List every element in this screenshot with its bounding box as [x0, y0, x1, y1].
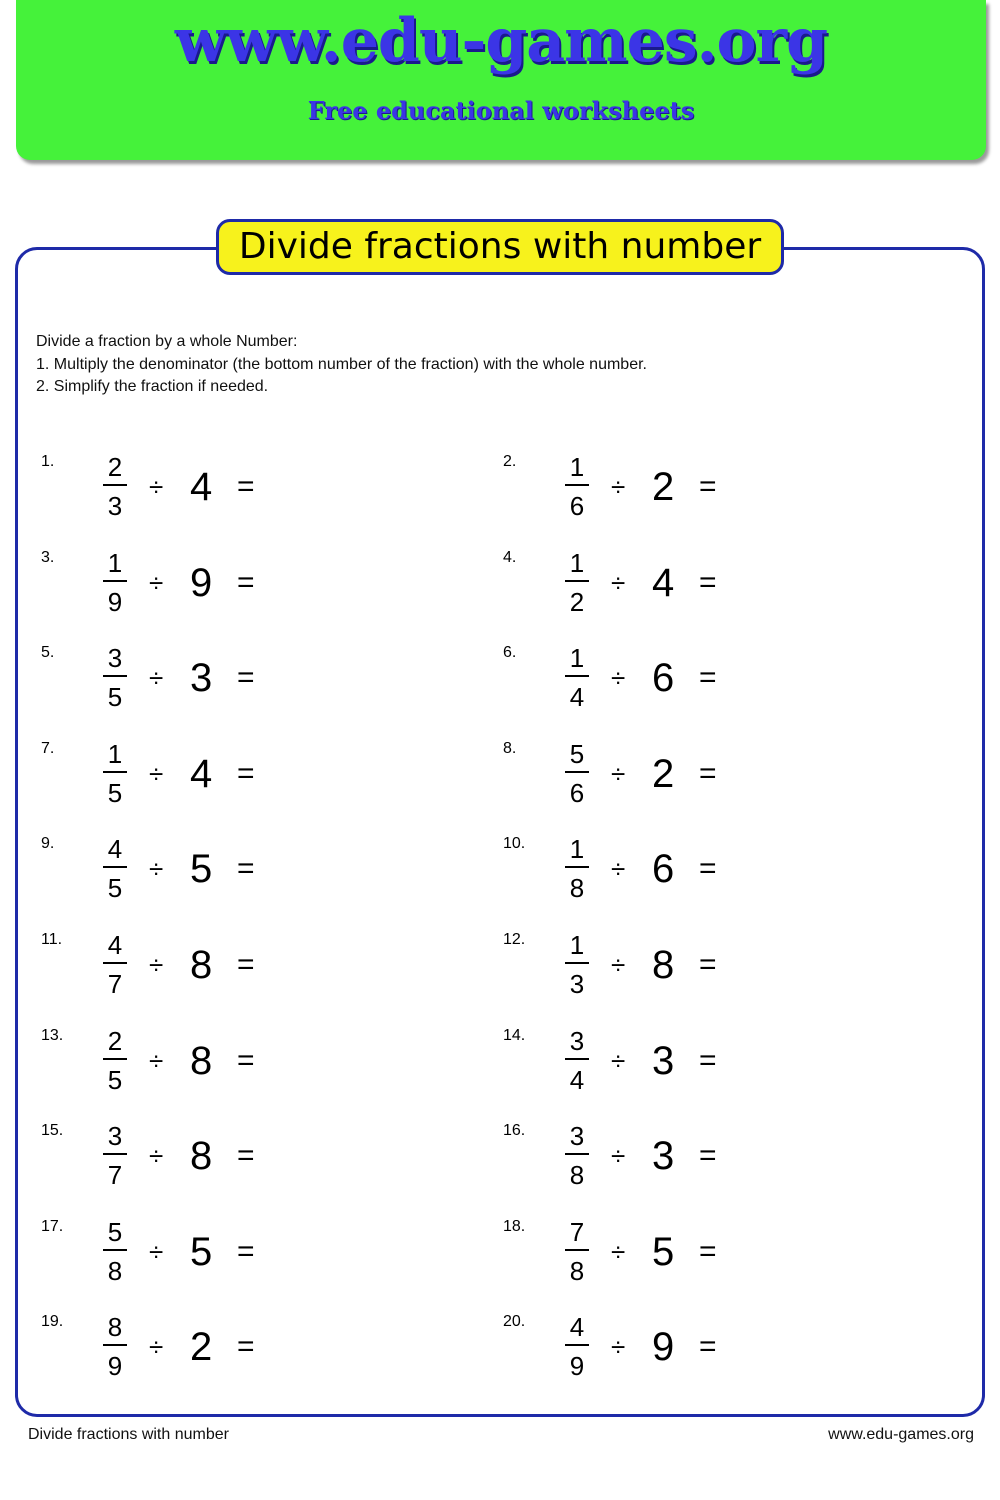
denominator: 8 [569, 1255, 585, 1286]
divide-symbol: ÷ [149, 567, 164, 598]
numerator: 5 [565, 740, 589, 773]
divide-symbol: ÷ [611, 854, 626, 885]
numerator: 1 [103, 549, 127, 582]
fraction [103, 453, 127, 520]
problem-item [503, 923, 903, 1003]
equals-sign: = [699, 470, 717, 503]
site-title: www.edu-games.org [174, 6, 828, 76]
fraction [565, 740, 589, 807]
footer-title: Divide fractions with number [28, 1426, 229, 1443]
denominator: 9 [107, 1351, 123, 1382]
problem-item [503, 1305, 903, 1385]
equals-sign: = [237, 852, 255, 886]
problem-item [41, 636, 441, 716]
divide-symbol: ÷ [149, 1141, 164, 1172]
fraction [103, 644, 127, 711]
instruction-line: 2. Simplify the fraction if needed. [36, 378, 269, 395]
fraction [103, 1218, 127, 1285]
problem-number: 4. [503, 548, 517, 566]
numerator: 3 [103, 644, 127, 677]
problem-number: 6. [503, 644, 517, 662]
fraction [103, 1122, 127, 1189]
fraction [565, 835, 589, 902]
equals-sign: = [699, 1234, 717, 1268]
denominator: 9 [107, 586, 123, 617]
whole-number: 8 [190, 1134, 213, 1179]
denominator: 6 [569, 777, 585, 808]
problem-number: 9. [41, 835, 55, 853]
instruction-line: Divide a fraction by a whole Number: [36, 333, 298, 350]
divide-symbol: ÷ [149, 758, 164, 789]
equals-sign: = [699, 565, 717, 599]
denominator: 5 [107, 1064, 123, 1095]
whole-number: 3 [190, 656, 213, 701]
problem-item [41, 445, 441, 525]
numerator: 4 [103, 835, 127, 868]
problem-item [503, 1114, 903, 1194]
problem-number: 15. [41, 1122, 64, 1140]
problem-number: 16. [503, 1122, 526, 1140]
problem-number: 11. [41, 931, 63, 948]
problem-item [41, 1114, 441, 1194]
problem-number: 7. [41, 739, 55, 757]
fraction [565, 549, 589, 616]
numerator: 1 [565, 453, 589, 486]
fraction [103, 1313, 127, 1380]
problem-item [41, 541, 441, 621]
problem-item [503, 827, 903, 907]
numerator: 1 [565, 549, 589, 582]
problem-number: 14. [503, 1026, 526, 1044]
fraction [103, 549, 127, 616]
divide-symbol: ÷ [611, 1236, 626, 1267]
numerator: 7 [565, 1218, 589, 1251]
fraction [565, 1313, 589, 1380]
worksheet-title: Divide fractions with number [216, 219, 784, 275]
problem-number: 3. [41, 548, 55, 566]
divide-symbol: ÷ [149, 472, 164, 502]
whole-number: 8 [190, 1038, 213, 1083]
denominator: 9 [569, 1351, 585, 1382]
whole-number: 4 [190, 751, 213, 796]
equals-sign: = [237, 1330, 255, 1364]
denominator: 4 [569, 682, 585, 713]
problem-number: 17. [41, 1217, 64, 1235]
whole-number: 6 [652, 847, 675, 892]
numerator: 1 [103, 740, 127, 773]
problem-item [41, 1019, 441, 1099]
problem-number: 8. [503, 739, 517, 757]
numerator: 5 [103, 1218, 127, 1251]
problem-item [41, 1305, 441, 1385]
whole-number: 3 [652, 1134, 675, 1179]
footer-url: www.edu-games.org [828, 1426, 974, 1443]
denominator: 5 [107, 682, 123, 713]
fraction [103, 931, 127, 998]
problem-number: 20. [503, 1313, 526, 1331]
numerator: 4 [565, 1313, 589, 1346]
problem-item [41, 923, 441, 1003]
denominator: 5 [107, 777, 123, 808]
numerator: 3 [565, 1122, 589, 1155]
divide-symbol: ÷ [149, 1236, 164, 1267]
fraction [565, 1122, 589, 1189]
whole-number: 2 [652, 465, 675, 509]
problem-number: 18. [503, 1217, 526, 1235]
denominator: 6 [569, 491, 585, 521]
denominator: 7 [107, 969, 123, 999]
numerator: 1 [565, 931, 589, 964]
whole-number: 5 [190, 847, 213, 892]
problem-number: 2. [503, 453, 517, 470]
numerator: 2 [103, 1027, 127, 1060]
problem-item [503, 1019, 903, 1099]
whole-number: 4 [652, 560, 675, 605]
problem-item [503, 732, 903, 812]
equals-sign: = [237, 1234, 255, 1268]
fraction [565, 1027, 589, 1094]
denominator: 8 [569, 1160, 585, 1191]
whole-number: 5 [652, 1229, 675, 1274]
whole-number: 5 [190, 1229, 213, 1274]
numerator: 3 [565, 1027, 589, 1060]
whole-number: 6 [652, 656, 675, 701]
equals-sign: = [237, 661, 255, 695]
whole-number: 9 [652, 1325, 675, 1370]
problem-number: 12. [503, 931, 526, 948]
instruction-line: 1. Multiply the denominator (the bottom number of the fraction) with the whole number. [36, 355, 647, 373]
divide-symbol: ÷ [611, 950, 626, 980]
whole-number: 2 [652, 751, 675, 796]
problem-item [503, 1210, 903, 1290]
denominator: 3 [569, 969, 585, 999]
divide-symbol: ÷ [611, 1332, 626, 1363]
equals-sign: = [699, 852, 717, 886]
numerator: 1 [565, 644, 589, 677]
problem-number: 1. [41, 453, 55, 470]
fraction [103, 740, 127, 807]
problem-item [503, 445, 903, 525]
divide-symbol: ÷ [611, 1141, 626, 1172]
whole-number: 9 [190, 560, 213, 605]
problem-item [41, 1210, 441, 1290]
whole-number: 4 [190, 465, 213, 509]
equals-sign: = [237, 565, 255, 599]
denominator: 8 [107, 1255, 123, 1286]
divide-symbol: ÷ [611, 758, 626, 789]
divide-symbol: ÷ [149, 950, 164, 980]
denominator: 3 [107, 491, 123, 521]
fraction [565, 453, 589, 520]
divide-symbol: ÷ [611, 663, 626, 694]
equals-sign: = [699, 661, 717, 695]
numerator: 2 [103, 453, 127, 486]
denominator: 2 [569, 586, 585, 617]
fraction [565, 1218, 589, 1285]
problem-number: 10. [503, 835, 526, 853]
fraction [565, 644, 589, 711]
divide-symbol: ÷ [611, 567, 626, 598]
fraction [103, 835, 127, 902]
problem-item [41, 827, 441, 907]
divide-symbol: ÷ [149, 854, 164, 885]
equals-sign: = [699, 1139, 717, 1173]
equals-sign: = [237, 948, 255, 981]
instructions [36, 331, 647, 399]
equals-sign: = [237, 756, 255, 790]
problem-item [503, 636, 903, 716]
denominator: 5 [107, 873, 123, 904]
equals-sign: = [699, 756, 717, 790]
whole-number: 2 [190, 1325, 213, 1370]
problem-item [503, 541, 903, 621]
denominator: 8 [569, 873, 585, 904]
divide-symbol: ÷ [149, 1045, 164, 1076]
equals-sign: = [237, 470, 255, 503]
numerator: 8 [103, 1313, 127, 1346]
problem-number: 5. [41, 644, 55, 662]
problem-item [41, 732, 441, 812]
equals-sign: = [237, 1139, 255, 1173]
numerator: 4 [103, 931, 127, 964]
problem-number: 13. [41, 1026, 64, 1044]
fraction [103, 1027, 127, 1094]
divide-symbol: ÷ [149, 663, 164, 694]
divide-symbol: ÷ [149, 1332, 164, 1363]
whole-number: 8 [190, 943, 213, 987]
denominator: 4 [569, 1064, 585, 1095]
numerator: 3 [103, 1122, 127, 1155]
divide-symbol: ÷ [611, 472, 626, 502]
site-banner [16, 0, 986, 160]
whole-number: 3 [652, 1038, 675, 1083]
equals-sign: = [699, 948, 717, 981]
equals-sign: = [699, 1330, 717, 1364]
equals-sign: = [699, 1043, 717, 1077]
numerator: 1 [565, 835, 589, 868]
site-tagline: Free educational worksheets [307, 96, 695, 125]
whole-number: 8 [652, 943, 675, 987]
equals-sign: = [237, 1043, 255, 1077]
problem-number: 19. [41, 1313, 64, 1331]
denominator: 7 [107, 1160, 123, 1191]
fraction [565, 931, 589, 998]
divide-symbol: ÷ [611, 1045, 626, 1076]
